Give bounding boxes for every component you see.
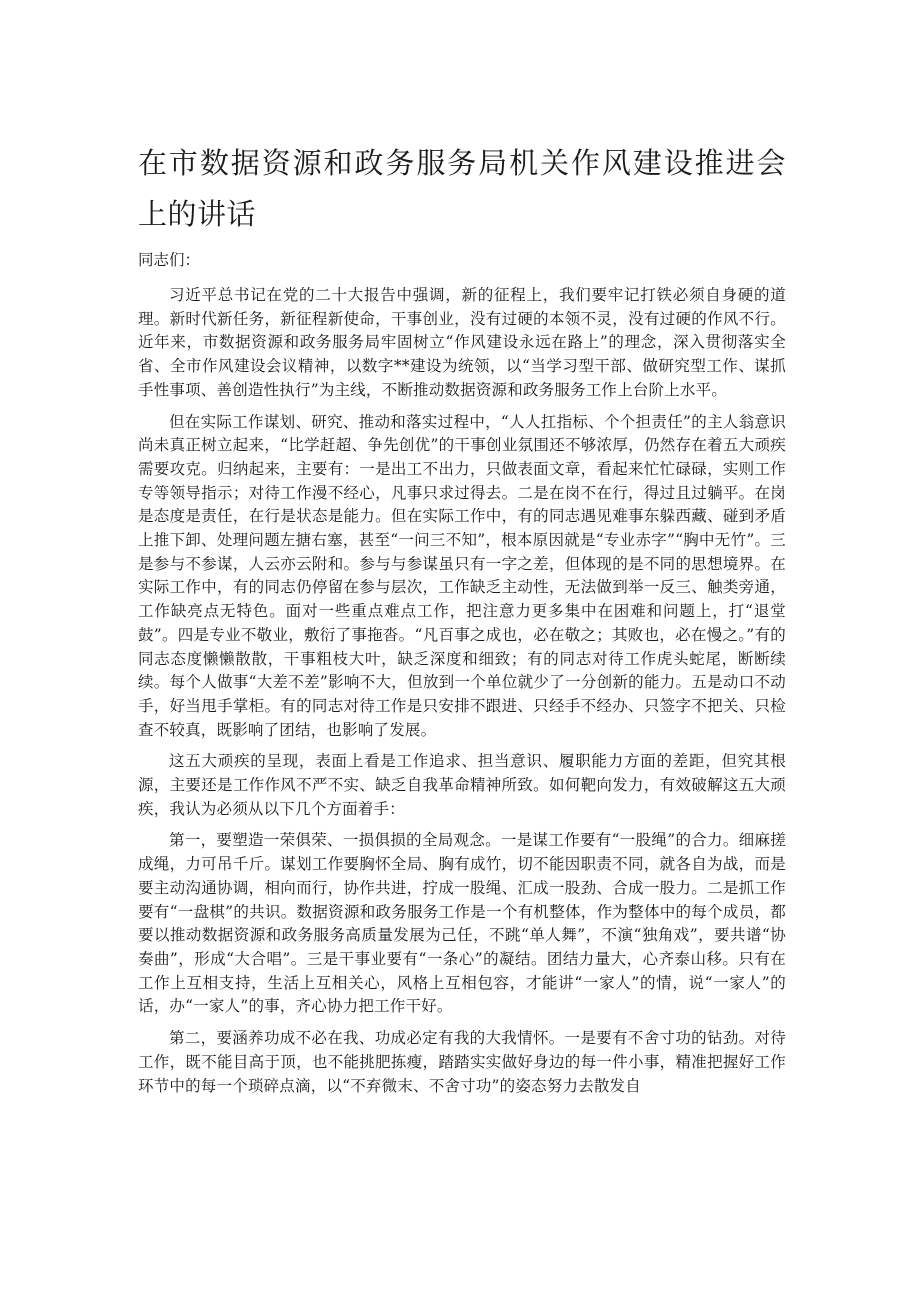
document-title: 在市数据资源和政务服务局机关作风建设推进会上的讲话	[138, 146, 786, 231]
paragraph-intro: 习近平总书记在党的二十大报告中强调，新的征程上，我们要牢记打铁必须自身硬的道理。新时代新任务，新征程新使命，干事创业，没有过硬的本领不灵，没有过硬的作风不行。近年来，市数据资源和政务服务局牢固树立“作风建设永远在路上”的理念，深入贯彻落实全省、全市作风建设会议精神，以数字**建设为统领，以“当学习型干部、做研究型工作、谋抓手性事项、善创造性执行”为主线，不断推动数据资源和政务服务工作上台阶上水平。	[138, 286, 786, 399]
paragraph-second-measure: 第二，要涵养功成不必在我、功成必定有我的大我情怀。一是要有不舍寸功的钻劲。对待工作，既不能目高于顶，也不能挑肥拣瘦，踏踏实实做好身边的每一件小事，精准把握好工作环节中的每一个琐碎点滴，以“不弃微末、不舍寸功”的姿态努力去散发自	[138, 1029, 786, 1095]
document-page	[138, 138, 786, 1106]
paragraph-root-cause: 这五大顽疾的呈现，表面上看是工作追求、担当意识、履职能力方面的差距，但究其根源，主要还是工作作风不严不实、缺乏自我革命精神所致。如何靶向发力，有效破解这五大顽疾，我认为必须从以下几个方面着手：	[138, 752, 786, 818]
salutation: 同志们：	[138, 251, 201, 269]
paragraph-first-measure: 第一，要塑造一荣俱荣、一损俱损的全局观念。一是谋工作要有“一股绳”的合力。细麻搓成绳，力可吊千斤。谋划工作要胸怀全局、胸有成竹，切不能因职责不同，就各自为战，而是要主动沟通协调，相向而行，协作共进，拧成一股绳、汇成一股劲、合成一股力。二是抓工作要有“一盘棋”的共识。数据资源和政务服务工作是一个有机整体，作为整体中的每个成员，都要以推动数据资源和政务服务高质量发展为己任，不跳“单人舞”，不演“独角戏”，要共谱“协奏曲”，形成“大合唱”。三是干事业要有“一条心”的凝结。团结力量大，心齐泰山移。只有在工作上互相支持，生活上互相关心，风格上互相包容，才能讲“一家人”的情，说“一家人”的话，办“一家人”的事，齐心协力把工作干好。	[138, 831, 786, 1016]
paragraph-problems: 但在实际工作谋划、研究、推动和落实过程中，“人人扛指标、个个担责任”的主人翁意识尚未真正树立起来，“比学赶超、争先创优”的干事创业氛围还不够浓厚，仍然存在着五大顽疾需要攻克。归纳起来，主要有：一是出工不出力，只做表面文章，看起来忙忙碌碌，实则工作专等领导指示；对待工作漫不经心，凡事只求过得去。二是在岗不在行，得过且过躺平。在岗是态度是责任，在行是状态是能力。但在实际工作中，有的同志遇见难事东躲西藏、碰到矛盾上推下卸、处理问题左搪右塞，甚至“一问三不知”，根本原因就是“专业赤字”“胸中无竹”。三是参与不参谋，人云亦云附和。参与与参谋虽只有一字之差，但体现的是不同的思想境界。在实际工作中，有的同志仍停留在参与层次，工作缺乏主动性，无法做到举一反三、触类旁通，工作缺亮点无特色。面对一些重点难点工作，把注意力更多集中在困难和问题上，打“退堂鼓”。四是专业不敬业，敷衍了事拖沓。“凡百事之成也，必在敬之；其败也，必在慢之。”有的同志态度懒懒散散，干事粗枝大叶，缺乏深度和细致；有的同志对待工作虎头蛇尾，断断续续。每个人做事“大差不差”影响不大，但放到一个单位就少了一分创新的能力。五是动口不动手，好当甩手掌柜。有的同志对待工作是只安排不跟进、只经手不经办、只签字不把关、只检查不较真，既影响了团结，也影响了发展。	[138, 412, 786, 739]
